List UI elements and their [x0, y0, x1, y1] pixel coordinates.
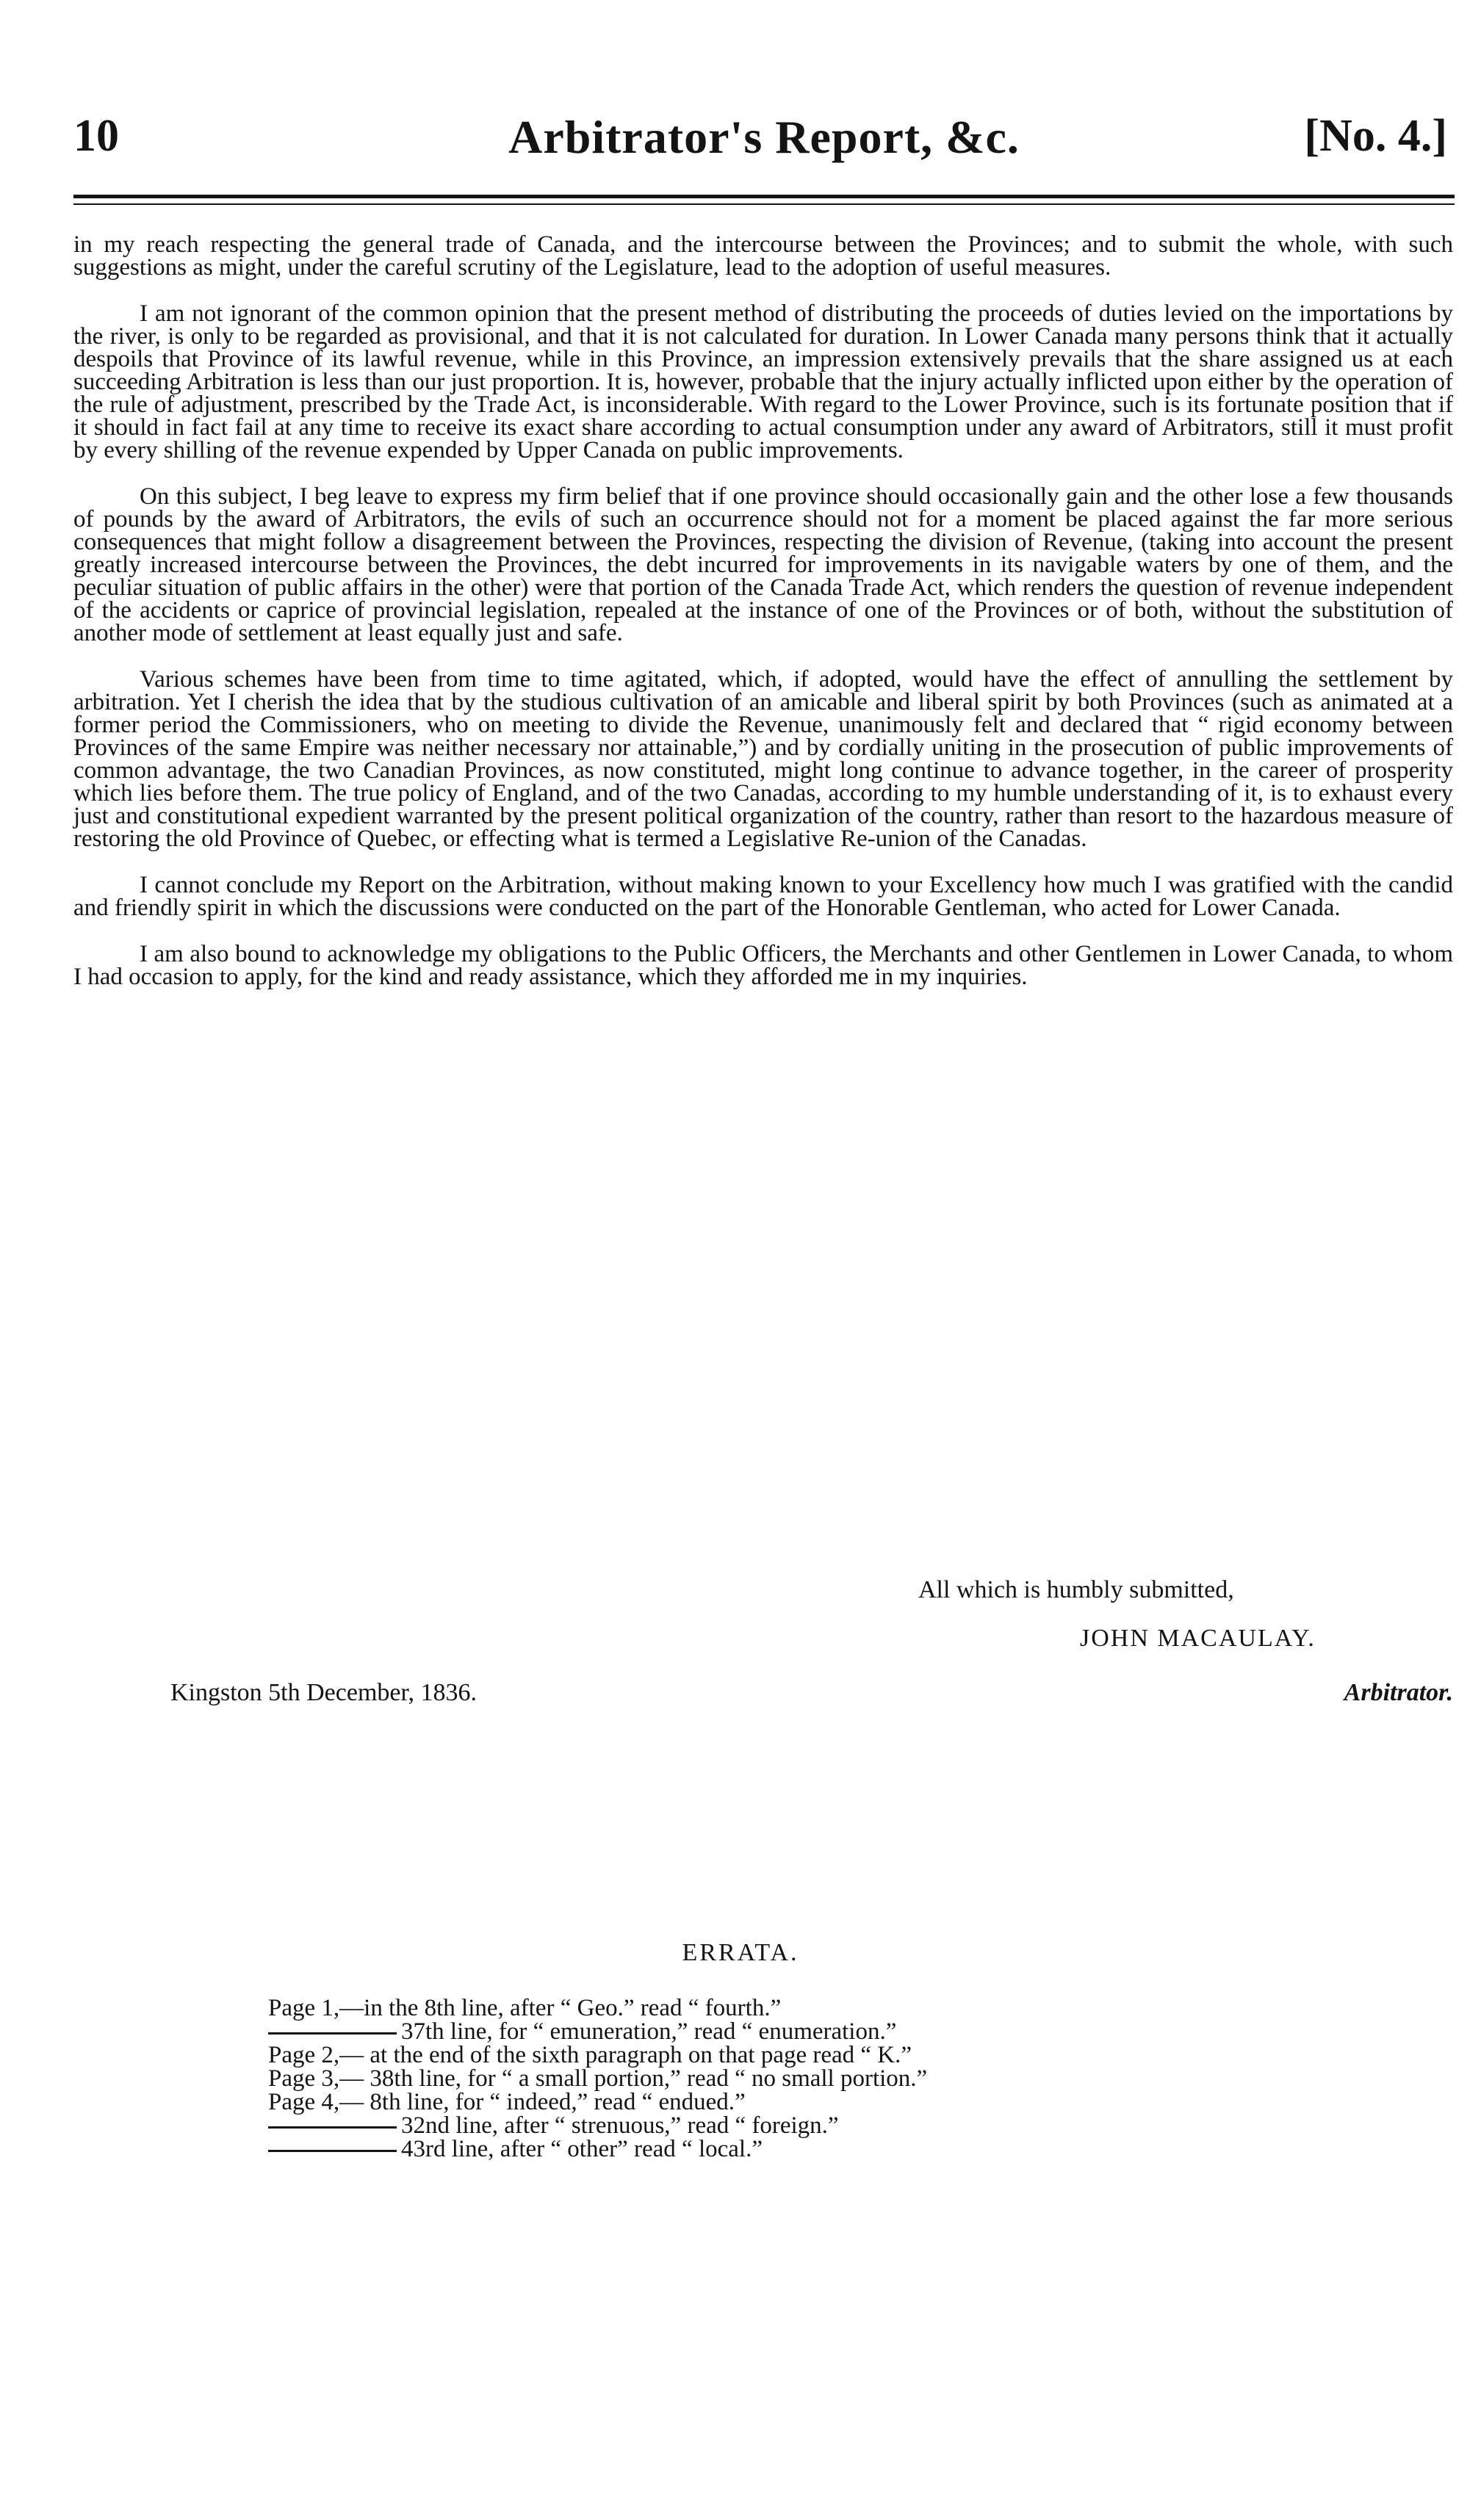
- errata-entry: [268, 2020, 1223, 2043]
- errata-page: Page 4,—: [268, 2089, 364, 2115]
- signature: JOHN MACAULAY.: [1080, 1625, 1316, 1652]
- errata-text: 37th line, for “ emuneration,” read “ enumeration.”: [401, 2018, 897, 2045]
- ditto-dash: [268, 2150, 397, 2152]
- errata-entry: [268, 1996, 1223, 2020]
- ditto-dash: [268, 2032, 397, 2035]
- errata-text: at the end of the sixth paragraph on that page read “ K.”: [364, 2042, 912, 2068]
- errata-text: 8th line, for “ indeed,” read “ endued.”: [364, 2089, 746, 2115]
- header-rule-thin: [73, 203, 1455, 205]
- report-body: [73, 231, 1453, 1012]
- header-rule-thick: [73, 195, 1455, 198]
- place-and-date: Kingston 5th December, 1836.: [170, 1679, 477, 1706]
- errata-title: ERRATA.: [682, 1939, 799, 1966]
- paragraph-1: in my reach respecting the general trade of Canada, and the intercourse between the Provinces; and to submit the whole, with such suggestions as might, under the careful scrutiny of the Legislature, lead to the adoption of useful measures.: [73, 231, 1453, 281]
- errata-text: 38th line, for “ a small portion,” read “ no small portion.”: [364, 2065, 928, 2092]
- errata-list: [268, 1996, 1223, 2161]
- errata-entry: [268, 2043, 1223, 2067]
- paragraph-2: I am not ignorant of the common opinion that the present method of distributing the proceeds of duties levied on the importations by the river, is only to be regarded as provisional, and that it is not calculated for duration. In Lower Canada many persons think that it actually despoils that Province of its lawful revenue, while in this Province, an impression extensively prevails that the share assigned us at each succeeding Arbitration is less than our just proportion. It is, however, probable that the injury actually inflicted upon either by the operation of the rule of adjustment, prescribed by the Trade Act, is inconsiderable. With regard to the Lower Province, such is its fortunate position that if it should in fact fail at any time to receive its exact share according to actual consumption under any award of Arbitrators, still it must profit by every shilling of the revenue expended by Upper Canada on public improvements.: [73, 300, 1453, 463]
- running-title: Arbitrator's Report, &c.: [508, 111, 1020, 163]
- paragraph-5: I cannot conclude my Report on the Arbitration, without making known to your Excellency how much I was gratified with the candid and friendly spirit in which the discussions were conducted on the part of the Honorable Gentleman, who acted for Lower Canada.: [73, 872, 1453, 921]
- paragraph-6: I am also bound to acknowledge my obligations to the Public Officers, the Merchants and other Gentlemen in Lower Canada, to whom I had occasion to apply, for the kind and ready assistance, which they afforded me in my inquiries.: [73, 941, 1453, 990]
- paragraph-4: Various schemes have been from time to time agitated, which, if adopted, would have the effect of annulling the settlement by arbitration. Yet I cherish the idea that by the studious cultivation of an amicable and liberal spirit by both Provinces (such as animated at a former period the Commissioners, who on meeting to divide the Revenue, unanimously felt and declared that “ rigid economy between Provinces of the same Empire was neither necessary nor attainable,”) and by cordially uniting in the prosecution of public improvements of common advantage, the two Canadian Provinces, as now constituted, might long continue to advance together, in the career of prosperity which lies before them. The true policy of England, and of the two Canadas, according to my humble understanding of it, is to exhaust every just and constitutional expedient warranted by the present political organization of the country, rather than resort to the hazardous measure of restoring the old Province of Quebec, or effecting what is termed a Legislative Re-union of the Canadas.: [73, 666, 1453, 852]
- submission-line: All which is humbly submitted,: [918, 1576, 1234, 1603]
- errata-page: Page 2,—: [268, 2042, 364, 2068]
- errata-page: Page 3,—: [268, 2065, 364, 2092]
- document-number: [No. 4.]: [1304, 111, 1447, 161]
- signer-role: Arbitrator.: [1344, 1679, 1453, 1706]
- page-number: 10: [73, 111, 119, 161]
- errata-text: 32nd line, after “ strenuous,” read “ foreign.”: [401, 2112, 839, 2139]
- errata-entry: [268, 2114, 1223, 2137]
- errata-text: 43rd line, after “ other” read “ local.”: [401, 2136, 763, 2162]
- errata-page: Page 1,—: [268, 1995, 364, 2021]
- page-header: [73, 110, 1455, 176]
- paragraph-3: On this subject, I beg leave to express my firm belief that if one province should occasionally gain and the other lose a few thousands of pounds by the award of Arbitrators, the evils of such an occurrence should not for a moment be placed against the far more serious consequences that might follow a disagreement between the Provinces, respecting the division of Revenue, (taking into account the present greatly increased intercourse between the Provinces, the debt incurred for improvements in its navigable waters by one of them, and the peculiar situation of public affairs in the other) were that portion of the Canada Trade Act, which renders the question of revenue independent of the accidents or caprice of provincial legislation, repealed at the instance of one of the Provinces or of both, without the substitution of another mode of settlement at least equally just and safe.: [73, 483, 1453, 646]
- errata-text: in the 8th line, after “ Geo.” read “ fourth.”: [364, 1995, 782, 2021]
- errata-entry: [268, 2137, 1223, 2161]
- ditto-dash: [268, 2126, 397, 2129]
- errata-entry: [268, 2067, 1223, 2090]
- errata-entry: [268, 2090, 1223, 2114]
